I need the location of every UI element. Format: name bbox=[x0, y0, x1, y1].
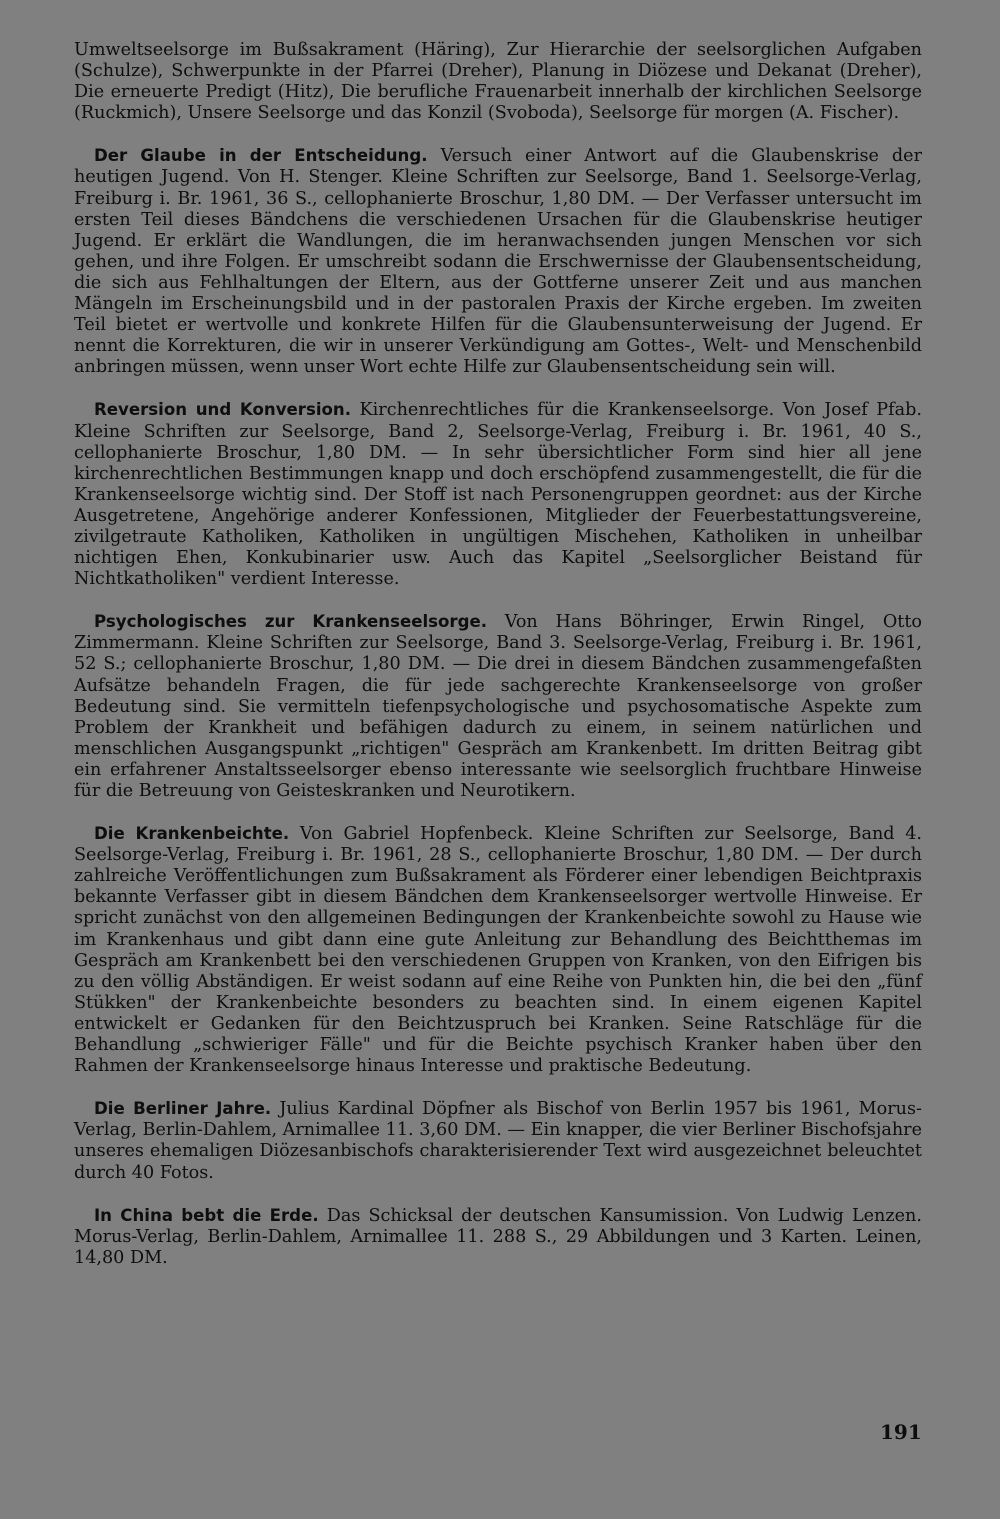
entry-text: Versuch einer Antwort auf die Glaubenskrise der heutigen Jugend. Von H. Stenger. Kleine Schriften zur Seelsorge, Band 1. Seelsorge-Verlag, Freiburg i. Br. 1961, 36 S., cellophanierte Broschur, 1,80 DM. — Der Verfasser untersucht im ersten Teil dieses Bändchens die verschiedenen Ursachen für die Glaubenskrise heutiger Jugend. Er erklärt die Wandlungen, die im heranwachsenden jungen Menschen vor sich gehen, und ihre Folgen. Er umschreibt sodann die Erschwernisse der Glaubensentscheidung, die sich aus Fehlhaltungen der Eltern, aus der Gottferne unserer Zeit und aus manchen Mängeln im Erscheinungsbild und in der pastoralen Praxis der Kirche ergeben. Im zweiten Teil bietet er wertvolle und konkrete Hilfen für die Glaubensunterweisung der Jugend. Er nennt die Korrekturen, die wir in unserer Verkündigung am Gottes-, Welt- und Menschenbild anbringen müssen, wenn unser Wort echte Hilfe zur Glaubensentscheidung sein will. bbox=[74, 146, 922, 378]
review-entry-china bbox=[74, 1205, 922, 1269]
entry-text: Das Schicksal der deutschen Kansumission. Von Ludwig Lenzen. Morus-Verlag, Berlin-Dahlem, Arnimallee 11. 288 S., 29 Abbildungen und 3 Karten. Leinen, 14,80 DM. bbox=[74, 1205, 922, 1268]
entry-title: Psychologisches zur Krankenseelsorge. bbox=[94, 612, 488, 632]
entry-text: Von Gabriel Hopfenbeck. Kleine Schriften zur Seelsorge, Band 4. Seelsorge-Verlag, Freiburg i. Br. 1961, 28 S., cellophanierte Broschur, 1,80 DM. — Der durch zahlreiche Veröffentlichungen zum Bußsakrament als Förderer einer lebendigen Beichtpraxis bekannte Verfasser gibt in diesem Bändchen dem Krankenseelsorger wertvolle Hinweise. Er spricht zunächst von den allgemeinen Bedingungen der Krankenbeichte sowohl zu Hause wie im Krankenhaus und gibt dann eine gute Anleitung zur Behandlung des Beichtthemas im Gespräch am Krankenbett bei den verschiedenen Gruppen von Kranken, von den Eifrigen bis zu den völlig Abständigen. Er weist sodann auf eine Reihe von Punkten hin, die bei den „fünf Stükken" der Krankenbeichte besonders zu beachten sind. In einem eigenen Kapitel entwickelt er Gedanken für den Beichtzuspruch bei Kranken. Seine Ratschläge für die Behandlung „schwieriger Fälle" und für die Beichte psychisch Kranker haben über den Rahmen der Krankenseelsorge hinaus Interesse und praktische Bedeutung. bbox=[74, 824, 922, 1077]
review-entry-berliner-jahre bbox=[74, 1098, 922, 1183]
entry-title: Reversion und Konversion. bbox=[94, 400, 352, 420]
entry-title: In China bebt die Erde. bbox=[94, 1205, 319, 1225]
entry-title: Der Glaube in der Entscheidung. bbox=[94, 146, 428, 166]
page-number: 191 bbox=[880, 1420, 922, 1444]
entry-title: Die Krankenbeichte. bbox=[94, 824, 290, 844]
review-entry-glaube bbox=[74, 145, 922, 378]
review-entry-reversion bbox=[74, 399, 922, 590]
entry-text: Julius Kardinal Döpfner als Bischof von Berlin 1957 bis 1961, Morus-Verlag, Berlin-Dahlem, Arnimallee 11. 3,60 DM. — Ein knapper, die vier Berliner Bischofsjahre unseres ehemaligen Diözesanbischofs charakterisierender Text wird ausgezeichnet beleuchtet durch 40 Fotos. bbox=[74, 1099, 922, 1183]
entry-title: Die Berliner Jahre. bbox=[94, 1099, 272, 1119]
intro-paragraph: Umweltseelsorge im Bußsakrament (Häring), Zur Hierarchie der seelsorglichen Aufgaben (Schulze), Schwerpunkte in der Pfarrei (Dreher), Planung in Diözese und Dekanat (Dreher), Die erneuerte Predigt (Hitz), Die berufliche Frauenarbeit innerhalb der kirchlichen Seelsorge (Ruckmich), Unsere Seelsorge und das Konzil (Svoboda), Seelsorge für morgen (A. Fischer). bbox=[74, 40, 922, 124]
entry-text: Kirchenrechtliches für die Krankenseelsorge. Von Josef Pfab. Kleine Schriften zur Seelsorge, Band 2, Seelsorge-Verlag, Freiburg i. Br. 1961, 40 S., cellophanierte Broschur, 1,80 DM. — In sehr übersichtlicher Form sind hier all jene kirchenrechtlichen Bestimmungen knapp und doch erschöpfend zusammengestellt, die für die Krankenseelsorge wichtig sind. Der Stoff ist nach Personengruppen geordnet: aus der Kirche Ausgetretene, Angehörige anderer Konfessionen, Mitglieder der Feuerbestattungsvereine, zivilgetraute Katholiken, Katholiken in ungültigen Mischehen, Katholiken in unheilbar nichtigen Ehen, Konkubinarier usw. Auch das Kapitel „Seelsorglicher Beistand für Nichtkatholiken" verdient Interesse. bbox=[74, 400, 922, 590]
review-entry-krankenbeichte bbox=[74, 823, 922, 1077]
page-content bbox=[74, 40, 922, 1269]
review-entry-psychologisches bbox=[74, 611, 922, 802]
entry-text: Von Hans Böhringer, Erwin Ringel, Otto Zimmermann. Kleine Schriften zur Seelsorge, Band 3. Seelsorge-Verlag, Freiburg i. Br. 1961, 52 S.; cellophanierte Broschur, 1,80 DM. — Die drei in diesem Bändchen zusammengefaßten Aufsätze behandeln Fragen, die für jede sachgerechte Krankenseelsorge von großer Bedeutung sind. Sie vermitteln tiefenpsychologische und psychosomatische Aspekte zum Problem der Krankheit und befähigen dadurch zu einem, in seinem natürlichen und menschlichen Ausgangspunkt „richtigen" Gespräch am Krankenbett. Im dritten Beitrag gibt ein erfahrener Anstaltsseelsorger ebenso interessante wie seelsorglich fruchtbare Hinweise für die Betreuung von Geisteskranken und Neurotikern. bbox=[74, 612, 922, 801]
